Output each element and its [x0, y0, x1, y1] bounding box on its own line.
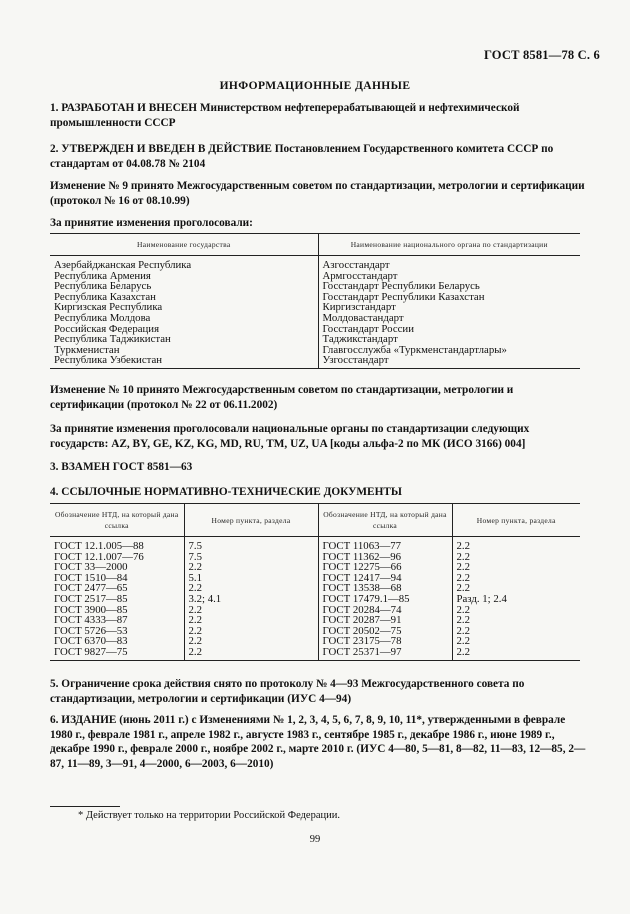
item-3: 3. ВЗАМЕН ГОСТ 8581—63 [50, 461, 193, 473]
table-cell: Республика Молдова [50, 313, 318, 324]
table-row [50, 562, 580, 573]
table-cell: 2.2 [456, 624, 470, 637]
table-cell: Республика Казахстан [50, 292, 318, 303]
table-cell: ГОСТ 33—2000 [50, 562, 184, 573]
col-state: Наименование государства [50, 234, 318, 256]
table-cell: ГОСТ 4333—87 [50, 615, 184, 626]
table-cell: 2.2 [456, 603, 470, 616]
col-clause-1: Номер пункта, раздела [184, 504, 318, 537]
table-cell: ГОСТ 11362—96 [318, 552, 452, 563]
table-cell: 2.2 [184, 583, 318, 594]
table-row [50, 552, 580, 563]
table-row [50, 256, 580, 271]
references-table [50, 503, 580, 661]
table-cell: 2.2 [456, 550, 470, 563]
table-cell: 2.2 [184, 605, 318, 616]
table-cell: Российская Федерация [50, 324, 318, 335]
table-cell: ГОСТ 1510—84 [50, 573, 184, 584]
table-row [50, 605, 580, 616]
table-cell: 2.2 [456, 614, 470, 627]
table-cell: 2.2 [184, 615, 318, 626]
table-row [50, 573, 580, 584]
table-cell: ГОСТ 12417—94 [318, 573, 452, 584]
footnote: * Действует только на территории Российской Федерации. [78, 810, 340, 821]
table-cell: Узгосстандарт [318, 355, 580, 368]
col-national-body: Наименование национального органа по стандартизации [318, 234, 580, 256]
item-5: 5. Ограничение срока действия снято по протоколу № 4—93 Межгосударственного совета по стандартизации, метрологии и сертификации (ИУС 4—94) [50, 678, 525, 705]
table-cell: Азгосстандарт [322, 259, 390, 271]
table-cell: 2.2 [456, 540, 470, 552]
table-cell: ГОСТ 25371—97 [318, 647, 452, 660]
table-row [50, 615, 580, 626]
table-cell: 2.2 [184, 562, 318, 573]
change-9: Изменение № 9 принято Межгосударственным советом по стандартизации, метрологии и сертификации (протокол № 16 от 08.10.99) [50, 180, 585, 207]
table-row [50, 626, 580, 637]
table-cell: 7.5 [184, 537, 318, 552]
table-cell: Киргизстандарт [322, 301, 396, 314]
table-cell: Республика Узбекистан [50, 355, 318, 368]
table-row [50, 636, 580, 647]
table-cell: Республика Таджикистан [50, 334, 318, 345]
section-title: ИНФОРМАЦИОННЫЕ ДАННЫЕ [219, 80, 411, 92]
table-cell: ГОСТ 12.1.007—76 [50, 552, 184, 563]
table-cell: 3.2; 4.1 [184, 594, 318, 605]
table-cell: Азербайджанская Республика [50, 256, 318, 271]
states-table [50, 233, 580, 369]
voted-states: За принятие изменения проголосовали национальные органы по стандартизации следующих государств: AZ, BY, GE, KZ, KG, MD, RU, TM, UZ, UA [коды альфа-2 по МК (ИСО 3166) 004] [50, 423, 530, 450]
table-cell: ГОСТ 20287—91 [318, 615, 452, 626]
table-cell: Армгосстандарт [322, 269, 398, 282]
col-ntd-1: Обозначение НТД, на который дана ссылка [50, 504, 184, 537]
table-cell: ГОСТ 2477—65 [50, 583, 184, 594]
table-cell: ГОСТ 6370—83 [50, 636, 184, 647]
table-cell: Киргизская Республика [50, 302, 318, 313]
table-cell: ГОСТ 23175—78 [318, 636, 452, 647]
table-cell: 2.2 [184, 636, 318, 647]
table-cell: ГОСТ 20502—75 [318, 626, 452, 637]
table-cell: Молдовастандарт [322, 311, 404, 324]
table-cell: ГОСТ 13538—68 [318, 583, 452, 594]
col-ntd-2: Обозначение НТД, на который дана ссылка [318, 504, 452, 537]
table-cell: 5.1 [184, 573, 318, 584]
table-cell: ГОСТ 9827—75 [50, 647, 184, 660]
table-cell: ГОСТ 12.1.005—88 [50, 537, 184, 552]
table-cell: ГОСТ 2517—85 [50, 594, 184, 605]
item-6: 6. ИЗДАНИЕ (июнь 2011 г.) с Изменениями № 1, 2, 3, 4, 5, 6, 7, 8, 9, 10, 11*, утвержденными в феврале 1980 г., феврале 1981 г., апреле 1982 г., августе 1983 г., сентябре 1985 г., декабре 1986 г., июне 1989 г., декабре 1990 г., феврале 2000 г., ноябре 2002 г., марте 2010 г. (ИУС 4—80, 5—81, 8—82, 11—83, 12—85, 2—87, 11—89, 3—91, 4—2000, 6—2003, 6—2010) [50, 714, 586, 770]
col-clause-2: Номер пункта, раздела [452, 504, 580, 537]
table-cell: Госстандарт России [322, 322, 414, 335]
table-cell: Таджикстандарт [322, 333, 398, 346]
table-cell: Госстандарт Республики Казахстан [322, 290, 485, 303]
page-header: ГОСТ 8581—78 С. 6 [483, 48, 600, 62]
table-row [50, 313, 580, 324]
item-4: 4. ССЫЛОЧНЫЕ НОРМАТИВНО-ТЕХНИЧЕСКИЕ ДОКУМЕНТЫ [50, 486, 402, 498]
table-cell: 2.2 [452, 647, 580, 660]
item-1: 1. РАЗРАБОТАН И ВНЕСЕН Министерством нефтеперерабатывающей и нефтехимической промышленности СССР [50, 102, 520, 129]
table-cell: ГОСТ 11063—77 [318, 537, 452, 552]
table-row [50, 647, 580, 660]
change-10: Изменение № 10 принято Межгосударственным советом по стандартизации, метрологии и сертификации (протокол № 22 от 06.11.2002) [50, 384, 514, 411]
table-cell: ГОСТ 5726—53 [50, 626, 184, 637]
table-cell: ГОСТ 3900—85 [50, 605, 184, 616]
table-cell: Разд. 1; 2.4 [456, 592, 507, 605]
table-cell: ГОСТ 12275—66 [318, 562, 452, 573]
table-cell: Главгосслужба «Туркменстандартлары» [322, 343, 507, 356]
table-cell: Госстандарт Республики Беларусь [322, 280, 480, 293]
footnote-rule [50, 806, 120, 807]
table-cell: 7.5 [184, 552, 318, 563]
item-2: 2. УТВЕРЖДЕН И ВВЕДЕН В ДЕЙСТВИЕ Постановлением Государственного комитета СССР по стандартам от 04.08.78 № 2104 [50, 143, 554, 170]
table-cell: 2.2 [456, 571, 470, 584]
voted-label: За принятие изменения проголосовали: [50, 217, 253, 229]
page-number: 99 [309, 834, 321, 845]
table-cell: 2.2 [184, 626, 318, 637]
table-cell: Республика Беларусь [50, 281, 318, 292]
table-cell: ГОСТ 17479.1—85 [318, 594, 452, 605]
table-cell: ГОСТ 20284—74 [318, 605, 452, 616]
table-cell: 2.2 [184, 647, 318, 660]
table-cell: Республика Армения [50, 271, 318, 282]
table-row [50, 355, 580, 368]
table-row [50, 594, 580, 605]
table-row [50, 537, 580, 552]
table-cell: 2.2 [456, 561, 470, 574]
table-cell: 2.2 [456, 635, 470, 648]
table-cell: 2.2 [456, 582, 470, 595]
table-cell: Туркменистан [50, 345, 318, 356]
